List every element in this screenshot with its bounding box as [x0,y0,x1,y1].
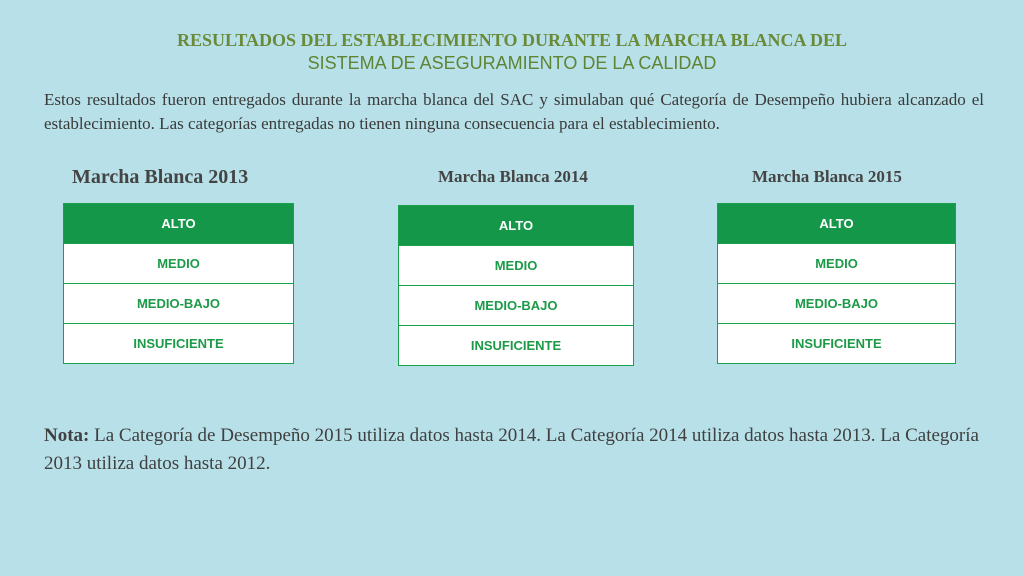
heading-marcha-blanca-2015: Marcha Blanca 2015 [752,167,902,186]
note-label: Nota: [44,425,90,446]
category-cell-medio: MEDIO [399,246,634,286]
category-cell-insuficiente: INSUFICIENTE [399,326,634,366]
category-table-2013 [63,203,294,364]
category-cell-medio-bajo: MEDIO-BAJO [718,284,956,324]
category-cell-alto: ALTO [64,204,294,244]
category-cell-medio-bajo: MEDIO-BAJO [399,286,634,326]
note-text: La Categoría de Desempeño 2015 utiliza datos hasta 2014. La Categoría 2014 utiliza datos hasta 2013. La Categoría 2013 utiliza datos hasta 2012. [44,425,979,474]
category-cell-medio-bajo: MEDIO-BAJO [64,284,294,324]
slide-title-line1: RESULTADOS DEL ESTABLECIMIENTO DURANTE LA MARCHA BLANCA DEL [177,30,847,50]
category-cell-alto: ALTO [718,204,956,244]
intro-paragraph: Estos resultados fueron entregados durante la marcha blanca del SAC y simulaban qué Categoría de Desempeño hubiera alcanzado el establecimiento. Las categorías entregadas no tienen ninguna consecuencia para el establecimiento. [44,90,984,133]
category-cell-alto: ALTO [399,206,634,246]
heading-marcha-blanca-2013: Marcha Blanca 2013 [72,166,249,188]
category-cell-medio: MEDIO [64,244,294,284]
slide-title-line2: SISTEMA DE ASEGURAMIENTO DE LA CALIDAD [307,53,717,73]
category-cell-insuficiente: INSUFICIENTE [64,324,294,364]
heading-marcha-blanca-2014: Marcha Blanca 2014 [438,167,588,186]
category-cell-medio: MEDIO [718,244,956,284]
category-cell-insuficiente: INSUFICIENTE [718,324,956,364]
note-paragraph [44,422,984,478]
category-table-2015 [717,203,956,364]
category-table-2014 [398,205,634,366]
